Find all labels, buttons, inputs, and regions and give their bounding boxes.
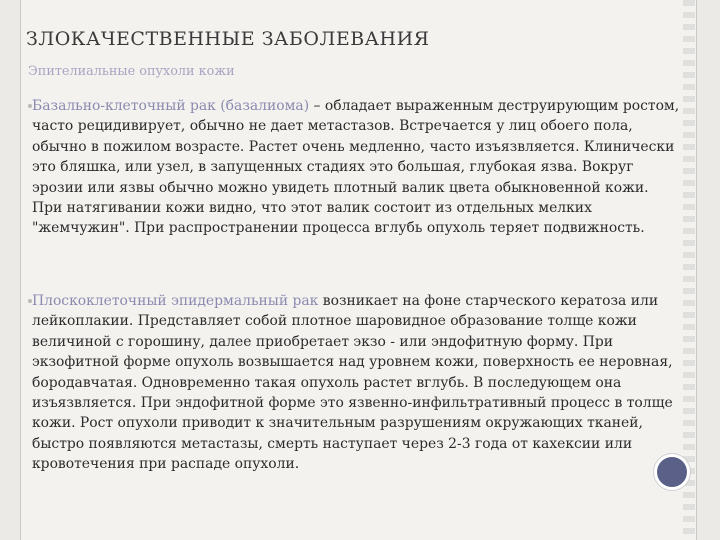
paragraph-squamous-cell [32,291,682,475]
decorative-circle [654,454,690,490]
term-basal-cell-carcinoma: Базально-клеточный рак (базалиома) [32,98,310,114]
slide-title: ЗЛОКАЧЕСТВЕННЫЕ ЗАБОЛЕВАНИЯ [26,28,430,50]
term-squamous-cell-carcinoma: Плоскоклеточный эпидермальный рак [32,293,319,309]
paragraph-basal-cell-text: – обладает выраженным деструирующим ростом, часто рецидивирует, обычно не дает метастазов. Встречается у лиц обоего пола, обычно в пожилом возрасте. Растет очень медленно, часто изъязвляется. Клинически это бляшка, или узел, в запущенных стадиях это большая, глубокая язва. Вокруг эрозии или язвы обычно можно увидеть плотный валик цвета обыкновенной кожи. При натягивании кожи видно, что этот валик состоит из отдельных мелких "жемчужин". При распространении процесса вглубь опухоль теряет подвижность. [32,98,680,237]
paragraph-basal-cell [32,96,682,239]
paragraph-squamous-cell-text: возникает на фоне старческого кератоза или лейкоплакии. Представляет собой плотное шаровидное образование толще кожи величиной с горошину, далее приобретает экзо - или эндофитную форму. При экзофитной форме опухоль возвышается над уровнем кожи, поверхность ее неровная, бородавчатая. Одновременно такая опухоль растет вглубь. В последующем она изъязвляется. При эндофитной форме это язвенно-инфильтративный процесс в толще кожи. Рост опухоли приводит к значительным разрушениям окружающих тканей, быстро появляются метастазы, смерть наступает через 2-3 года от кахексии или кровотечения при распаде опухоли. [32,293,673,473]
slide-subtitle: Эпителиальные опухоли кожи [28,64,235,79]
